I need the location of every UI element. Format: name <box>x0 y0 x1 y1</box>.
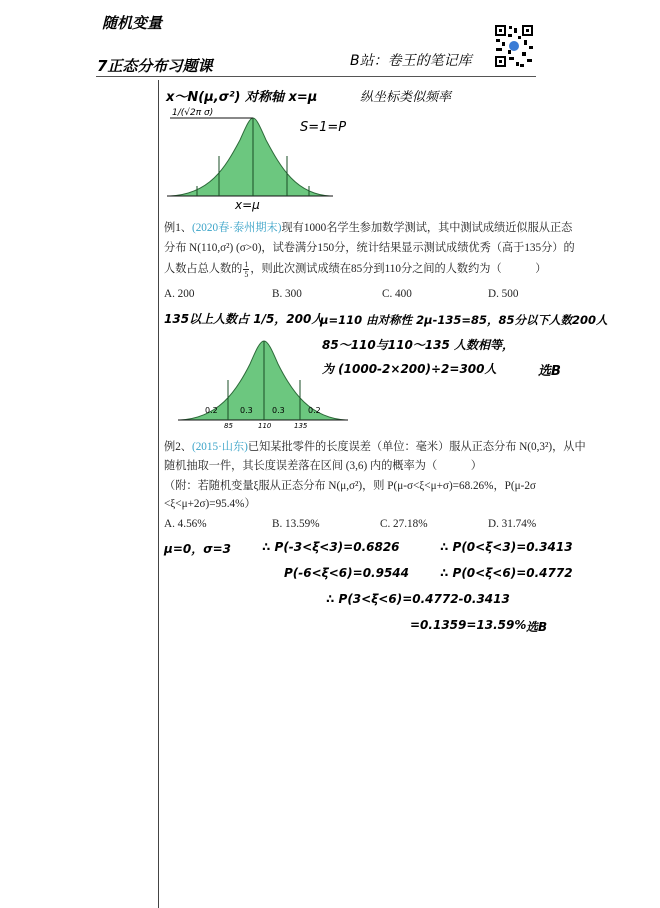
bell-label-1: 0.2 <box>205 406 218 415</box>
notes2-line1c: ∴ P(0<ξ<3)=0.3413 <box>440 540 573 554</box>
example2-option-b: B. 13.59% <box>272 518 320 530</box>
bell-label-2: 0.3 <box>240 406 253 415</box>
example1-option-a: A. 200 <box>164 288 195 300</box>
example1-line2: 分布 N(110,σ²) (σ>0)，试卷满分150分，统计结果显示测试成绩优秀（高于135分）的 <box>164 242 575 254</box>
notes1-answer: 选B <box>538 364 561 379</box>
normal-dist-formula: x～N(μ,σ²) 对称轴 x=μ <box>166 90 318 105</box>
example1-option-d: D. 500 <box>488 288 519 300</box>
notes1-line1b: μ=110 由对称性 2μ-135=85，85分以下人数200人 <box>320 313 608 327</box>
margin-line <box>158 80 159 908</box>
example2-source: (2015·山东) <box>191 441 248 453</box>
example2-option-d: D. 31.74% <box>488 518 537 530</box>
example2-text-a: 已知某批零件的长度误差（单位：毫米）服从正态分布 N(0,3²)，从中 <box>247 441 586 453</box>
example1-option-c: C. 400 <box>382 288 412 300</box>
chapter-title: 7正态分布习题课 <box>97 57 213 75</box>
fraction-one-fifth <box>243 260 249 279</box>
notes2-answer: 选B <box>526 620 548 634</box>
notes1-line3: 为 (1000-2×200)÷2=300人 <box>322 362 497 376</box>
example1-line1 <box>164 218 572 238</box>
bilibili-label: B站：卷王的笔记库 <box>350 53 472 69</box>
example2-line2: 随机抽取一件，其长度误差落在区间 (3,6) 内的概率为（ ） <box>164 460 482 472</box>
frac-denominator: 5 <box>244 269 249 279</box>
example2-line3: （附：若随机变量ξ服从正态分布 N(μ,σ²)，则 P(μ-σ<ξ<μ+σ)=68.26%，P(μ-2σ <box>164 480 536 492</box>
axis-mu-label: x=μ <box>235 198 260 212</box>
bell-axis-110: 110 <box>258 422 272 430</box>
example1-line3 <box>164 259 546 279</box>
example2-label: 例2、 <box>164 441 192 453</box>
example1-label: 例1、 <box>164 222 192 234</box>
peak-value-label: 1/(√2π σ) <box>172 108 214 118</box>
notes2-line2b: ∴ P(0<ξ<6)=0.4772 <box>440 566 573 580</box>
header-divider <box>96 76 536 77</box>
example1-text-c-post: ，则此次测试成绩在85分到110分之间的人数约为（ ） <box>250 263 547 275</box>
notes2-line2a: P(-6<ξ<6)=0.9544 <box>284 566 410 580</box>
notes2-line3: ∴ P(3<ξ<6)=0.4772-0.3413 <box>326 592 510 606</box>
notes2-line1b: ∴ P(-3<ξ<3)=0.6826 <box>262 540 400 554</box>
example1-text-a: 现有1000名学生参加数学测试，其中测试成绩近似服从正态 <box>281 222 573 234</box>
example1-text-c-pre: 人数占总人数的 <box>164 263 243 275</box>
example2-option-c: C. 27.18% <box>380 518 428 530</box>
example2-line1 <box>164 437 586 457</box>
qr-code <box>494 24 534 68</box>
bell-label-4: 0.2 <box>308 406 321 415</box>
example1-source: (2020春·泰州期末) <box>191 222 282 234</box>
ordinate-note: 纵坐标类似频率 <box>360 90 452 105</box>
bell-curve-2 <box>178 336 348 432</box>
bell-curve-1 <box>165 108 335 208</box>
example1-option-b: B. 300 <box>272 288 302 300</box>
example2-line4: <ξ<μ+2σ)=95.4%） <box>164 498 256 510</box>
notes2-line1a: μ=0，σ=3 <box>164 542 231 556</box>
bell-axis-135: 135 <box>294 422 308 430</box>
subject-title: 随机变量 <box>102 14 163 32</box>
frac-numerator: 1 <box>244 259 249 269</box>
bell-label-3: 0.3 <box>272 406 285 415</box>
area-note: S=1=P <box>300 120 347 135</box>
notes1-line1a: 135以上人数占 1/5，200人 <box>164 312 324 326</box>
notes2-line4: =0.1359=13.59% <box>410 618 527 632</box>
bell-axis-85: 85 <box>224 422 233 430</box>
example2-option-a: A. 4.56% <box>164 518 207 530</box>
notes1-line2: 85～110与110～135 人数相等， <box>322 338 515 352</box>
